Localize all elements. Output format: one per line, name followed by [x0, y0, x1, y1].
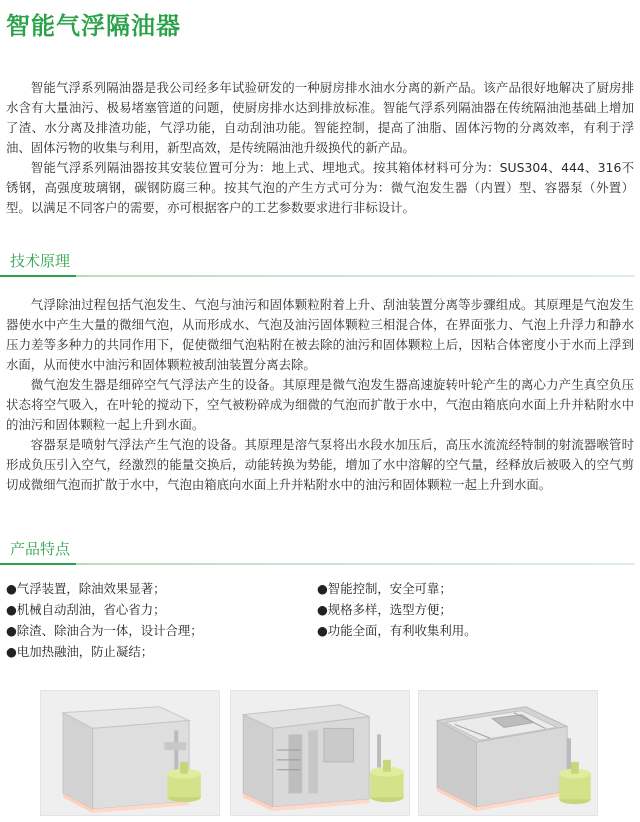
feature-item: ●机械自动刮油，省心省力； [6, 602, 166, 617]
features-heading-bar [0, 538, 640, 560]
product-images [40, 690, 600, 816]
feature-item: ●功能全面，有利收集利用。 [317, 623, 477, 638]
tank-cutaway-illustration [231, 691, 409, 815]
feature-item: ●气浮装置，除油效果显著； [6, 581, 166, 596]
tank-open-illustration [419, 691, 597, 815]
intro-paragraph: 智能气浮系列隔油器是我公司经多年试验研发的一种厨房排水油水分离的新产品。该产品很好地解决了厨房排水含有大量油污、极易堵塞管道的问题，使厨房排水达到排放标准。智能气浮系列隔油器在传统隔油池基础上增加了渣、水分离及排渣功能，气浮功能，自动刮油功能。智能控制，提高了油脂、固体污物的分离效率，有利于浮油、固体污物的收集与利用，新型高效，是传统隔油池升级换代的新产品。 [6, 80, 634, 155]
product-image-cutaway-tank [230, 690, 410, 816]
heading-divider [0, 275, 635, 277]
principle-heading-bar [0, 250, 640, 272]
features-list [6, 578, 634, 662]
tank-closed-illustration [41, 691, 219, 815]
features-right-column [317, 578, 634, 662]
principle-paragraph: 容器泵是喷射气浮法产生气泡的设备。其原理是溶气泵将出水段水加压后，高压水流流经特制的射流器喉管时形成负压引入空气，经激烈的能量交换后，动能转换为势能，增加了水中溶解的空气量，经释放后被吸入的空气剪切成微细气泡而扩散于水中，气泡由箱底向水面上升并粘附水中的油污和固体颗粒一起上升到水面。 [6, 437, 634, 492]
feature-item: ●除渣、除油合为一体，设计合理； [6, 623, 203, 638]
principle-paragraph: 微气泡发生器是细碎空气气浮法产生的设备。其原理是微气泡发生器高速旋转叶轮产生的离心力产生真空负压状态将空气吸入，在叶轮的搅动下，空气被粉碎成为细微的气泡而扩散于水中，气泡由箱底向水面上升并粘附水中的油污和固体颗粒一起上升到水面。 [6, 377, 634, 432]
features-left-column [6, 578, 317, 662]
intro-section [6, 78, 634, 218]
principle-heading: 技术原理 [10, 252, 71, 270]
page-title: 智能气浮隔油器 [6, 12, 181, 40]
features-heading: 产品特点 [10, 540, 71, 558]
principle-paragraph: 气浮除油过程包括气泡发生、气泡与油污和固体颗粒附着上升、刮油装置分离等步骤组成。其原理是气泡发生器使水中产生大量的微细气泡，从而形成水、气泡及油污固体颗粒三相混合体，在界面张力、气泡上升浮力和静水压力差等多种力的共同作用下，促使微细气泡粘附在被去除的油污和固体颗粒上后，因粘合体密度小于水而上浮到水面，从而使水中油污和固体颗粒被刮油装置分离去除。 [6, 297, 634, 372]
feature-item: ●电加热融油，防止凝结； [6, 644, 154, 659]
intro-paragraph: 智能气浮系列隔油器按其安装位置可分为：地上式、埋地式。按其箱体材料可分为：SUS304、444、316不锈钢，高强度玻璃钢，碳钢防腐三种。按其气泡的产生方式可分为：微气泡发生器（内置）型、容器泵（外置）型。以满足不同客户的需要，亦可根据客户的工艺参数要求进行非标设计。 [6, 160, 634, 215]
heading-divider [0, 563, 635, 565]
product-image-closed-tank [40, 690, 220, 816]
feature-item: ●智能控制，安全可靠； [317, 581, 452, 596]
feature-item: ●规格多样，选型方便； [317, 602, 452, 617]
product-image-open-tank [418, 690, 598, 816]
principle-section [6, 295, 634, 495]
